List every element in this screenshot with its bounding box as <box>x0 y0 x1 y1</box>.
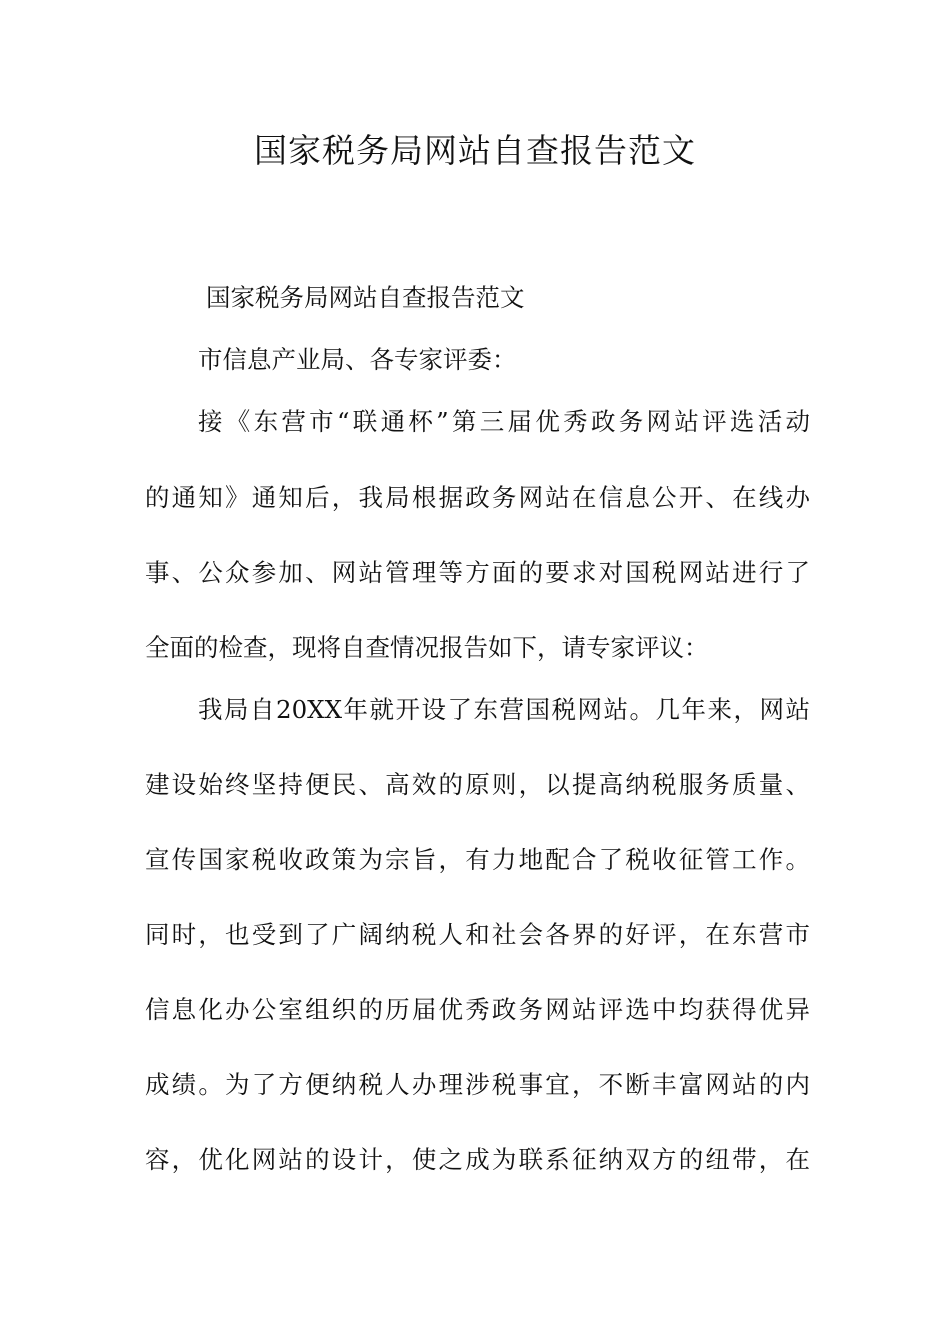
paragraph-line: 建设始终坚持便民、高效的原则，以提高纳税服务质量、 <box>145 770 810 799</box>
paragraph-line: 我局自20XX年就开设了东营国税网站。几年来，网站 <box>198 695 810 724</box>
paragraph-line: 容，优化网站的设计，使之成为联系征纳双方的纽带，在 <box>145 1145 810 1174</box>
paragraph-line: 接《东营市“联通杯”第三届优秀政务网站评选活动 <box>198 407 810 436</box>
document-title: 国家税务局网站自查报告范文 <box>254 131 696 170</box>
paragraph-line: 成绩。为了方便纳税人办理涉税事宜，不断丰富网站的内 <box>145 1070 810 1099</box>
paragraph-line: 事、公众参加、网站管理等方面的要求对国税网站进行了 <box>145 558 810 587</box>
paragraph-line: 的通知》通知后，我局根据政务网站在信息公开、在线办 <box>145 483 810 512</box>
subtitle-line: 国家税务局网站自查报告范文 <box>206 283 525 312</box>
paragraph-line: 全面的检查，现将自查情况报告如下，请专家评议： <box>145 633 709 662</box>
paragraph-line: 同时，也受到了广阔纳税人和社会各界的好评，在东营市 <box>145 920 810 949</box>
paragraph-line: 信息化办公室组织的历届优秀政务网站评选中均获得优异 <box>145 995 810 1024</box>
salutation-line: 市信息产业局、各专家评委： <box>198 345 517 374</box>
paragraph-line: 宣传国家税收政策为宗旨，有力地配合了税收征管工作。 <box>145 845 810 874</box>
